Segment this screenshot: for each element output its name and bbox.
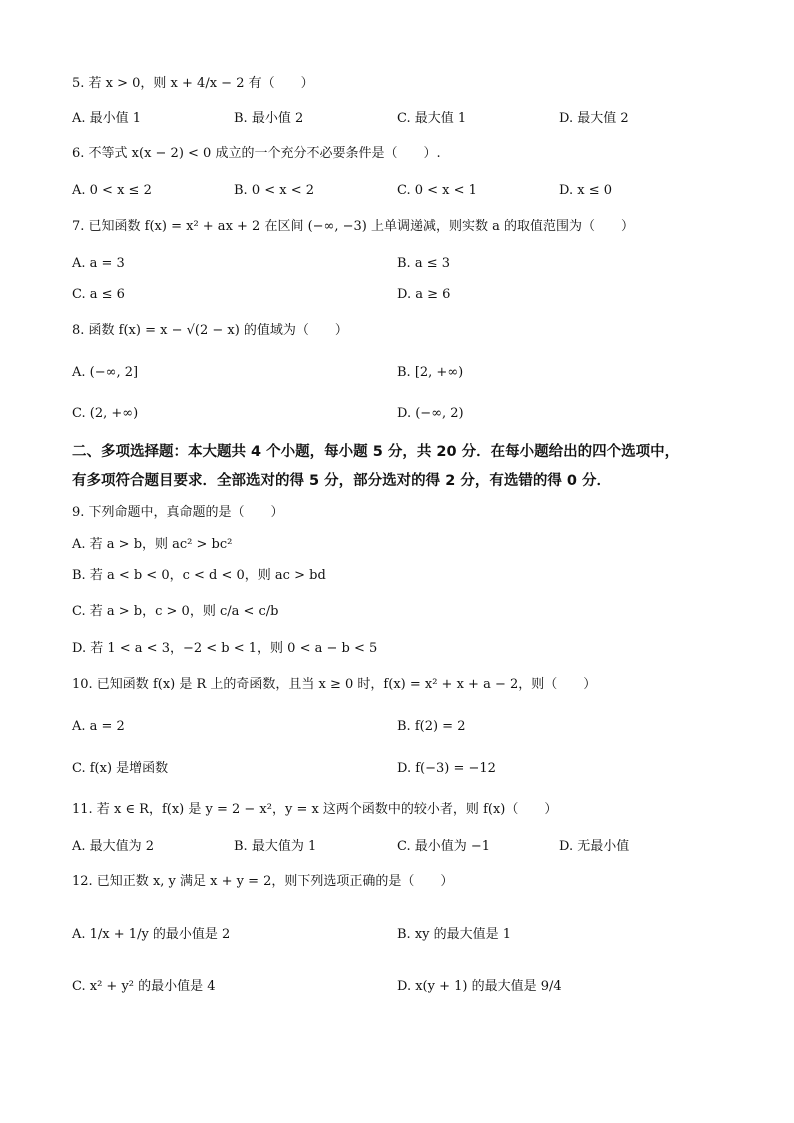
q12-option-b: B. xy 的最大值是 1 <box>397 927 512 942</box>
q10-option-a: A. a = 2 <box>72 719 125 734</box>
q7-option-a: A. a = 3 <box>72 256 125 271</box>
question-12-stem: 12. 已知正数 x, y 满足 x + y = 2，则下列选项正确的是（ ） <box>72 874 454 889</box>
question-9-stem: 9. 下列命题中，真命题的是（ ） <box>72 505 284 520</box>
question-11-stem: 11. 若 x ∈ R，f(x) 是 y = 2 − x²，y = x 这两个函数中的较小者，则 f(x)（ ） <box>72 802 558 817</box>
question-8-stem: 8. 函数 f(x) = x − √(2 − x) 的值域为（ ） <box>72 323 348 338</box>
q8-option-b: B. [2, +∞) <box>397 365 464 380</box>
q7-option-b: B. a ≤ 3 <box>397 256 450 271</box>
q6-option-b: B. 0 < x < 2 <box>234 183 315 198</box>
q5-option-b: B. 最小值 2 <box>234 111 304 126</box>
q11-option-c: C. 最小值为 −1 <box>397 839 491 854</box>
q11-option-d: D. 无最小值 <box>559 839 630 854</box>
question-5-stem: 5. 若 x > 0，则 x + 4/x − 2 有（ ） <box>72 76 314 91</box>
section-2-heading-line2: 有多项符合题目要求．全部选对的得 5 分，部分选对的得 2 分，有选错的得 0 分． <box>72 473 612 489</box>
question-10-stem: 10. 已知函数 f(x) 是 R 上的奇函数，且当 x ≥ 0 时，f(x) = x² + x + a − 2，则（ ） <box>72 677 597 692</box>
q5-option-a: A. 最小值 1 <box>72 111 142 126</box>
q7-option-c: C. a ≤ 6 <box>72 287 125 302</box>
q5-option-c: C. 最大值 1 <box>397 111 467 126</box>
q6-option-c: C. 0 < x < 1 <box>397 183 477 198</box>
q10-option-b: B. f(2) = 2 <box>397 719 466 734</box>
q10-option-c: C. f(x) 是增函数 <box>72 761 169 776</box>
section-2-heading-line1: 二、多项选择题：本大题共 4 个小题，每小题 5 分，共 20 分．在每小题给出的四个选项中， <box>72 444 680 460</box>
q11-option-b: B. 最大值为 1 <box>234 839 317 854</box>
q12-option-c: C. x² + y² 的最小值是 4 <box>72 979 216 994</box>
q9-option-a: A. 若 a > b，则 ac² > bc² <box>72 537 233 552</box>
q6-option-d: D. x ≤ 0 <box>559 183 612 198</box>
q5-option-d: D. 最大值 2 <box>559 111 629 126</box>
q6-option-a: A. 0 < x ≤ 2 <box>72 183 152 198</box>
q8-option-d: D. (−∞, 2) <box>397 406 464 421</box>
q12-option-d: D. x(y + 1) 的最大值是 9/4 <box>397 979 562 994</box>
q9-option-c: C. 若 a > b，c > 0，则 c/a < c/b <box>72 604 279 619</box>
question-6-stem: 6. 不等式 x(x − 2) < 0 成立的一个充分不必要条件是（ ）. <box>72 146 441 161</box>
q10-option-d: D. f(−3) = −12 <box>397 761 496 776</box>
q12-option-a: A. 1/x + 1/y 的最小值是 2 <box>72 927 231 942</box>
question-7-stem: 7. 已知函数 f(x) = x² + ax + 2 在区间 (−∞, −3) 上单调递减，则实数 a 的取值范围为（ ） <box>72 219 635 234</box>
q11-option-a: A. 最大值为 2 <box>72 839 155 854</box>
q7-option-d: D. a ≥ 6 <box>397 287 451 302</box>
q9-option-d: D. 若 1 < a < 3，−2 < b < 1，则 0 < a − b < 5 <box>72 641 378 656</box>
q9-option-b: B. 若 a < b < 0，c < d < 0，则 ac > bd <box>72 568 326 583</box>
q8-option-a: A. (−∞, 2] <box>72 365 139 380</box>
q8-option-c: C. (2, +∞) <box>72 406 139 421</box>
